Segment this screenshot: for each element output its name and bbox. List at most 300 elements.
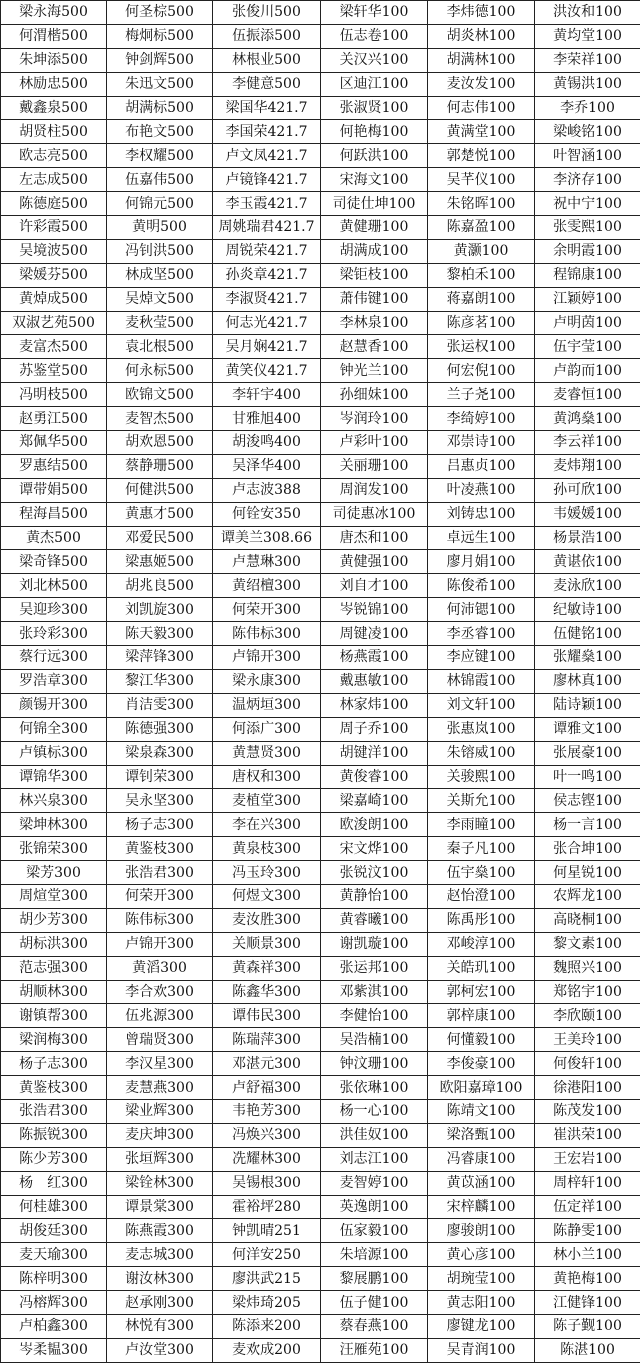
donor-cell: 余明霞100 xyxy=(535,239,640,263)
donor-cell: 麦富杰500 xyxy=(1,335,107,359)
donor-cell: 蒋嘉朗100 xyxy=(428,287,535,311)
donor-cell: 李在兴300 xyxy=(213,813,321,837)
donor-cell: 李丞睿100 xyxy=(428,622,535,646)
donor-cell: 卓远生100 xyxy=(428,526,535,550)
donor-cell: 黄杰500 xyxy=(1,526,107,550)
donor-cell: 胡琬莹100 xyxy=(428,1267,535,1291)
donor-cell: 陈瑞萍300 xyxy=(213,1028,321,1052)
donor-cell: 何沛锶100 xyxy=(428,598,535,622)
donor-cell: 胡欢恩500 xyxy=(107,431,213,455)
donor-cell: 张俊川500 xyxy=(213,1,321,25)
donor-cell: 杨一言100 xyxy=(535,813,640,837)
donor-cell: 伍嘉伟500 xyxy=(107,168,213,192)
donor-cell: 黄鸿燊100 xyxy=(535,407,640,431)
donor-cell: 廖骏朗100 xyxy=(428,1219,535,1243)
donor-cell: 黄满堂100 xyxy=(428,120,535,144)
donor-cell: 孙可欣100 xyxy=(535,478,640,502)
donor-cell: 黄明500 xyxy=(107,216,213,240)
donor-cell: 孙细妹100 xyxy=(321,383,428,407)
donor-cell: 梁永康300 xyxy=(213,669,321,693)
table-row xyxy=(1,1123,640,1147)
donor-cell: 陈禹彤100 xyxy=(428,908,535,932)
table-row xyxy=(1,24,640,48)
donor-cell: 卢镇标300 xyxy=(1,741,107,765)
donor-cell: 卢志波388 xyxy=(213,478,321,502)
donor-cell: 关汉兴100 xyxy=(321,48,428,72)
table-row xyxy=(1,168,640,192)
donor-cell: 何圣棕500 xyxy=(107,1,213,25)
donor-cell: 陈燕霞300 xyxy=(107,1219,213,1243)
donor-cell: 吴永坚300 xyxy=(107,789,213,813)
donor-cell: 林兴泉300 xyxy=(1,789,107,813)
donor-cell: 岑锐锦100 xyxy=(321,598,428,622)
table-row xyxy=(1,765,640,789)
table-row xyxy=(1,813,640,837)
donor-cell: 陆诗颖100 xyxy=(535,693,640,717)
donor-cell: 梁媛芬500 xyxy=(1,263,107,287)
donor-cell: 卢明茵100 xyxy=(535,311,640,335)
donor-cell: 黄健珊100 xyxy=(321,216,428,240)
donor-cell: 钟凯晴251 xyxy=(213,1219,321,1243)
table-row xyxy=(1,311,640,335)
donor-cell: 陈伟标300 xyxy=(107,908,213,932)
donor-cell: 梅炯标500 xyxy=(107,24,213,48)
donor-cell: 黄惠才500 xyxy=(107,502,213,526)
donor-cell: 李荣祥100 xyxy=(535,48,640,72)
donor-cell: 叶凌燕100 xyxy=(428,478,535,502)
donor-cell: 韦媛媛100 xyxy=(535,502,640,526)
donor-cell: 黄笑仪421.7 xyxy=(213,359,321,383)
donor-cell: 宋梓麟100 xyxy=(428,1195,535,1219)
donor-cell: 何跃洪100 xyxy=(321,144,428,168)
donor-cell: 吴浩楠100 xyxy=(321,1028,428,1052)
donor-cell: 梁萍锋300 xyxy=(107,646,213,670)
donor-cell: 黄艳梅100 xyxy=(535,1267,640,1291)
table-row xyxy=(1,1314,640,1338)
donor-cell: 英逸朗100 xyxy=(321,1195,428,1219)
donor-cell: 麦智杰500 xyxy=(107,407,213,431)
donor-cell: 周煊堂300 xyxy=(1,884,107,908)
donor-cell: 邓湛元300 xyxy=(213,1052,321,1076)
donor-cell: 李汉星300 xyxy=(107,1052,213,1076)
donor-cell: 梁钜枝100 xyxy=(321,263,428,287)
donor-cell: 韦艳芳300 xyxy=(213,1099,321,1123)
donor-cell: 崔洪荣100 xyxy=(535,1123,640,1147)
donor-cell: 王宏岩100 xyxy=(535,1147,640,1171)
donor-cell: 何锦全300 xyxy=(1,717,107,741)
donor-cell: 冯钊洪500 xyxy=(107,239,213,263)
donor-cell: 张浩君300 xyxy=(1,1099,107,1123)
donor-cell: 李俊豪100 xyxy=(428,1052,535,1076)
donor-cell: 廖洪武215 xyxy=(213,1267,321,1291)
donor-cell: 赵怡澄100 xyxy=(428,884,535,908)
donor-cell: 廖林真100 xyxy=(535,669,640,693)
donor-cell: 范志强300 xyxy=(1,956,107,980)
donor-cell: 林家炜100 xyxy=(321,693,428,717)
donor-cell: 肖洁雯300 xyxy=(107,693,213,717)
donor-cell: 左志成500 xyxy=(1,168,107,192)
donor-cell: 徐港阳100 xyxy=(535,1076,640,1100)
table-row xyxy=(1,407,640,431)
donor-cell: 冯睿康100 xyxy=(428,1147,535,1171)
donor-cell: 李炜德100 xyxy=(428,1,535,25)
donor-cell: 伍宇燊100 xyxy=(428,861,535,885)
donor-cell: 张锦荣300 xyxy=(1,837,107,861)
donor-cell: 麦睿恒100 xyxy=(535,383,640,407)
donor-cell: 黎柏禾100 xyxy=(428,263,535,287)
donor-cell: 陈子觐100 xyxy=(535,1314,640,1338)
table-row xyxy=(1,932,640,956)
donor-cell: 麦汝发100 xyxy=(428,72,535,96)
donor-cell: 谭带娟500 xyxy=(1,478,107,502)
donor-cell: 张运邦100 xyxy=(321,956,428,980)
donor-cell: 赵承刚300 xyxy=(107,1291,213,1315)
donor-cell: 何懂毅100 xyxy=(428,1028,535,1052)
donor-cell: 黄泉枝300 xyxy=(213,837,321,861)
donor-cell: 梁业辉300 xyxy=(107,1099,213,1123)
donor-cell: 朱铭晖100 xyxy=(428,192,535,216)
table-row xyxy=(1,454,640,478)
donor-cell: 胡满标500 xyxy=(107,96,213,120)
donor-cell: 黄心彦100 xyxy=(428,1243,535,1267)
donor-cell: 廖月娟100 xyxy=(428,550,535,574)
donor-cell: 黄睿曦100 xyxy=(321,908,428,932)
donor-cell: 李欣颐100 xyxy=(535,1004,640,1028)
donor-list-body xyxy=(1,1,640,1363)
donor-cell: 张展豪100 xyxy=(535,741,640,765)
donor-cell: 伍兆源300 xyxy=(107,1004,213,1028)
donor-cell: 梁芳300 xyxy=(1,861,107,885)
donor-cell: 冯明枝500 xyxy=(1,383,107,407)
donor-cell: 欧阳嘉璋100 xyxy=(428,1076,535,1100)
donor-cell: 朱坤添500 xyxy=(1,48,107,72)
donor-cell: 王美玲100 xyxy=(535,1028,640,1052)
donor-cell: 麦欢成200 xyxy=(213,1338,321,1362)
donor-cell: 林根业500 xyxy=(213,48,321,72)
donor-cell: 陈伟标300 xyxy=(213,622,321,646)
table-row xyxy=(1,1076,640,1100)
donor-cell: 祝中宁100 xyxy=(535,192,640,216)
donor-cell: 郭柯宏100 xyxy=(428,980,535,1004)
donor-cell: 麦秋莹500 xyxy=(107,311,213,335)
donor-cell: 何俊轩100 xyxy=(535,1052,640,1076)
donor-cell: 司徒惠冰100 xyxy=(321,502,428,526)
donor-cell: 胡俊廷300 xyxy=(1,1219,107,1243)
table-row xyxy=(1,72,640,96)
donor-cell: 何荣开300 xyxy=(213,598,321,622)
table-row xyxy=(1,383,640,407)
donor-cell: 陈德强300 xyxy=(107,717,213,741)
donor-cell: 陈梓明300 xyxy=(1,1267,107,1291)
donor-cell: 伍志卷100 xyxy=(321,24,428,48)
donor-cell: 张浩君300 xyxy=(107,861,213,885)
donor-cell: 郭楚悦100 xyxy=(428,144,535,168)
donor-cell: 胡少芳300 xyxy=(1,908,107,932)
donor-cell: 梁泉森300 xyxy=(107,741,213,765)
donor-cell: 卢镜锋421.7 xyxy=(213,168,321,192)
donor-cell: 霍裕坪280 xyxy=(213,1195,321,1219)
donor-cell: 周姚瑞君421.7 xyxy=(213,216,321,240)
donor-cell: 黄锡洪100 xyxy=(535,72,640,96)
donor-cell: 何锦元500 xyxy=(107,192,213,216)
table-row xyxy=(1,693,640,717)
donor-cell: 何桂雄300 xyxy=(1,1195,107,1219)
donor-cell: 梁轩华100 xyxy=(321,1,428,25)
donor-cell: 张垣辉300 xyxy=(107,1147,213,1171)
donor-cell: 苏鉴堂500 xyxy=(1,359,107,383)
donor-cell: 李权耀500 xyxy=(107,144,213,168)
donor-cell: 李雨瞳100 xyxy=(428,813,535,837)
donor-cell: 甘雅旭400 xyxy=(213,407,321,431)
table-row xyxy=(1,359,640,383)
donor-cell: 程海昌500 xyxy=(1,502,107,526)
donor-cell: 吴月娴421.7 xyxy=(213,335,321,359)
donor-cell: 杨一心100 xyxy=(321,1099,428,1123)
donor-cell: 伍子健100 xyxy=(321,1291,428,1315)
donor-cell: 司徒仕坤100 xyxy=(321,192,428,216)
donor-cell: 关顺景300 xyxy=(213,932,321,956)
donor-cell: 袁北根500 xyxy=(107,335,213,359)
donor-cell: 张惠岚100 xyxy=(428,717,535,741)
table-row xyxy=(1,1052,640,1076)
donor-cell: 林小兰100 xyxy=(535,1243,640,1267)
donor-cell: 张依琳100 xyxy=(321,1076,428,1100)
donor-cell: 何永标500 xyxy=(107,359,213,383)
table-row xyxy=(1,431,640,455)
donor-cell: 唐权和300 xyxy=(213,765,321,789)
donor-cell: 黄滔300 xyxy=(107,956,213,980)
donor-cell: 黄绍檀300 xyxy=(213,574,321,598)
donor-cell: 梁炜琦205 xyxy=(213,1291,321,1315)
table-row xyxy=(1,1267,640,1291)
donor-cell: 杨 红300 xyxy=(1,1171,107,1195)
donor-cell: 张合坤100 xyxy=(535,837,640,861)
donor-cell: 伍振添500 xyxy=(213,24,321,48)
donor-cell: 陈德庭500 xyxy=(1,192,107,216)
donor-cell: 黄森祥300 xyxy=(213,956,321,980)
donor-cell: 孙炎章421.7 xyxy=(213,263,321,287)
table-row xyxy=(1,96,640,120)
donor-cell: 卢柏鑫300 xyxy=(1,1314,107,1338)
donor-cell: 黎文素100 xyxy=(535,932,640,956)
donor-cell: 陈天毅300 xyxy=(107,622,213,646)
donor-cell: 郑佩华500 xyxy=(1,431,107,455)
donor-cell: 林成坚500 xyxy=(107,263,213,287)
donor-cell: 黄静怡100 xyxy=(321,884,428,908)
table-row xyxy=(1,1171,640,1195)
donor-cell: 梁国华421.7 xyxy=(213,96,321,120)
donor-cell: 杨景浩100 xyxy=(535,526,640,550)
donor-cell: 张运权100 xyxy=(428,335,535,359)
donor-cell: 朱迅文500 xyxy=(107,72,213,96)
donor-cell: 何添广300 xyxy=(213,717,321,741)
donor-cell: 侯志铿100 xyxy=(535,789,640,813)
donor-cell: 陈茂发100 xyxy=(535,1099,640,1123)
donor-cell: 蔡春燕100 xyxy=(321,1314,428,1338)
donor-cell: 谢汝林300 xyxy=(107,1267,213,1291)
donor-cell: 卢文凤421.7 xyxy=(213,144,321,168)
table-row xyxy=(1,837,640,861)
table-row xyxy=(1,1147,640,1171)
table-row xyxy=(1,192,640,216)
donor-cell: 伍宇莹100 xyxy=(535,335,640,359)
donor-cell: 颜锡开300 xyxy=(1,693,107,717)
donor-cell: 麦智婷100 xyxy=(321,1171,428,1195)
donor-cell: 张雯熙100 xyxy=(535,216,640,240)
donor-cell: 梁惠姬500 xyxy=(107,550,213,574)
donor-cell: 廖键龙100 xyxy=(428,1314,535,1338)
donor-cell: 李云祥100 xyxy=(535,431,640,455)
donor-cell: 区迪江100 xyxy=(321,72,428,96)
table-row xyxy=(1,980,640,1004)
donor-cell: 叶一鸣100 xyxy=(535,765,640,789)
donor-cell: 陈彦茗100 xyxy=(428,311,535,335)
donor-cell: 冯玉玲300 xyxy=(213,861,321,885)
donor-cell: 伍家毅100 xyxy=(321,1219,428,1243)
donor-cell: 双淑艺苑500 xyxy=(1,311,107,335)
donor-cell: 周键凌100 xyxy=(321,622,428,646)
donor-cell: 卢锦开300 xyxy=(213,646,321,670)
donor-cell: 梁永海500 xyxy=(1,1,107,25)
donor-cell: 魏照兴100 xyxy=(535,956,640,980)
donor-cell: 李乔100 xyxy=(535,96,640,120)
donor-cell: 黄俊睿100 xyxy=(321,765,428,789)
donor-cell: 谭美兰308.66 xyxy=(213,526,321,550)
donor-cell: 胡满成100 xyxy=(321,239,428,263)
donor-cell: 黄焯成500 xyxy=(1,287,107,311)
donor-cell: 陈俊希100 xyxy=(428,574,535,598)
donor-cell: 麦植堂300 xyxy=(213,789,321,813)
donor-cell: 何渭楷500 xyxy=(1,24,107,48)
table-row xyxy=(1,884,640,908)
table-row xyxy=(1,120,640,144)
donor-cell: 郭梓康100 xyxy=(428,1004,535,1028)
donor-cell: 胡键洋100 xyxy=(321,741,428,765)
donor-cell: 梁嘉崎100 xyxy=(321,789,428,813)
table-row xyxy=(1,861,640,885)
donor-cell: 伍定祥100 xyxy=(535,1195,640,1219)
donor-cell: 陈鑫华300 xyxy=(213,980,321,1004)
donor-cell: 欧锦文500 xyxy=(107,383,213,407)
donor-cell: 叶智涵100 xyxy=(535,144,640,168)
donor-cell: 邓紫淇100 xyxy=(321,980,428,1004)
donor-cell: 周子乔100 xyxy=(321,717,428,741)
donor-cell: 陈静雯100 xyxy=(535,1219,640,1243)
donor-cell: 张淑贤100 xyxy=(321,96,428,120)
donor-cell: 蔡行远300 xyxy=(1,646,107,670)
donor-cell: 洪佳奴100 xyxy=(321,1123,428,1147)
donor-cell: 卢彩叶100 xyxy=(321,431,428,455)
donor-cell: 黄志阳100 xyxy=(428,1291,535,1315)
donor-cell: 胡兆良500 xyxy=(107,574,213,598)
table-row xyxy=(1,216,640,240)
table-row xyxy=(1,1219,640,1243)
donor-cell: 戴鑫泉500 xyxy=(1,96,107,120)
donor-cell: 梁洛甄100 xyxy=(428,1123,535,1147)
donor-cell: 李淑贤421.7 xyxy=(213,287,321,311)
donor-cell: 李健怡100 xyxy=(321,1004,428,1028)
donor-cell: 胡顺林300 xyxy=(1,980,107,1004)
donor-cell: 麦志城300 xyxy=(107,1243,213,1267)
donor-cell: 宋海文100 xyxy=(321,168,428,192)
donor-cell: 麦庆坤300 xyxy=(107,1123,213,1147)
donor-cell: 吴青润100 xyxy=(428,1338,535,1362)
donor-cell: 麦慧燕300 xyxy=(107,1076,213,1100)
donor-cell: 赵勇江500 xyxy=(1,407,107,431)
donor-cell: 周润发100 xyxy=(321,478,428,502)
donor-cell: 麦泳欣100 xyxy=(535,574,640,598)
donor-cell: 伍健铭100 xyxy=(535,622,640,646)
donor-cell: 刘铸忠100 xyxy=(428,502,535,526)
donor-cell: 何宏倪100 xyxy=(428,359,535,383)
donor-cell: 钟剑辉500 xyxy=(107,48,213,72)
table-row xyxy=(1,287,640,311)
donor-cell: 黄灏100 xyxy=(428,239,535,263)
donor-cell: 关皓玑100 xyxy=(428,956,535,980)
donor-cell: 李轩宇400 xyxy=(213,383,321,407)
donor-cell: 黄谌依100 xyxy=(535,550,640,574)
table-row xyxy=(1,48,640,72)
donor-cell: 吴芊仪100 xyxy=(428,168,535,192)
donor-cell: 陈添来200 xyxy=(213,1314,321,1338)
donor-cell: 吴迎珍300 xyxy=(1,598,107,622)
table-row xyxy=(1,574,640,598)
donor-cell: 高晓桐100 xyxy=(535,908,640,932)
donor-cell: 黄均堂100 xyxy=(535,24,640,48)
donor-cell: 陈少芳300 xyxy=(1,1147,107,1171)
donor-cell: 梁铨林300 xyxy=(107,1171,213,1195)
donor-cell: 谭钊荣300 xyxy=(107,765,213,789)
donor-cell: 冯榕辉300 xyxy=(1,1291,107,1315)
donor-cell: 吴焯文500 xyxy=(107,287,213,311)
donor-cell: 胡标洪300 xyxy=(1,932,107,956)
donor-cell: 林锦霞100 xyxy=(428,669,535,693)
donor-cell: 黄健强100 xyxy=(321,550,428,574)
donor-cell: 黄苡涵100 xyxy=(428,1171,535,1195)
donor-cell: 张玲彩300 xyxy=(1,622,107,646)
table-row xyxy=(1,956,640,980)
donor-cell: 刘文轩100 xyxy=(428,693,535,717)
donor-cell: 李健意500 xyxy=(213,72,321,96)
donor-cell: 宋文烨100 xyxy=(321,837,428,861)
donor-cell: 蔡静珊500 xyxy=(107,454,213,478)
donor-cell: 布艳文500 xyxy=(107,120,213,144)
table-row xyxy=(1,1338,640,1362)
table-row xyxy=(1,1195,640,1219)
table-row xyxy=(1,1099,640,1123)
donor-cell: 陈嘉盈100 xyxy=(428,216,535,240)
donor-cell: 吴泽华400 xyxy=(213,454,321,478)
donor-cell: 冯焕兴300 xyxy=(213,1123,321,1147)
donor-cell: 林励忠500 xyxy=(1,72,107,96)
donor-cell: 何艳梅100 xyxy=(321,120,428,144)
donor-cell: 刘凯旋300 xyxy=(107,598,213,622)
donor-cell: 谭锦华300 xyxy=(1,765,107,789)
donor-cell: 梁峻铭100 xyxy=(535,120,640,144)
donor-cell: 麦炜翔100 xyxy=(535,454,640,478)
donor-cell: 刘志江100 xyxy=(321,1147,428,1171)
donor-cell: 吴锡根300 xyxy=(213,1171,321,1195)
donor-cell: 许彩霞500 xyxy=(1,216,107,240)
donor-cell: 胡浚鸣400 xyxy=(213,431,321,455)
donor-cell: 温炳垣300 xyxy=(213,693,321,717)
donor-cell: 林悦有300 xyxy=(107,1314,213,1338)
table-row xyxy=(1,335,640,359)
donor-cell: 卢慧琳300 xyxy=(213,550,321,574)
donor-cell: 关斯允100 xyxy=(428,789,535,813)
donor-cell: 何志伟100 xyxy=(428,96,535,120)
donor-cell: 欧志亮500 xyxy=(1,144,107,168)
